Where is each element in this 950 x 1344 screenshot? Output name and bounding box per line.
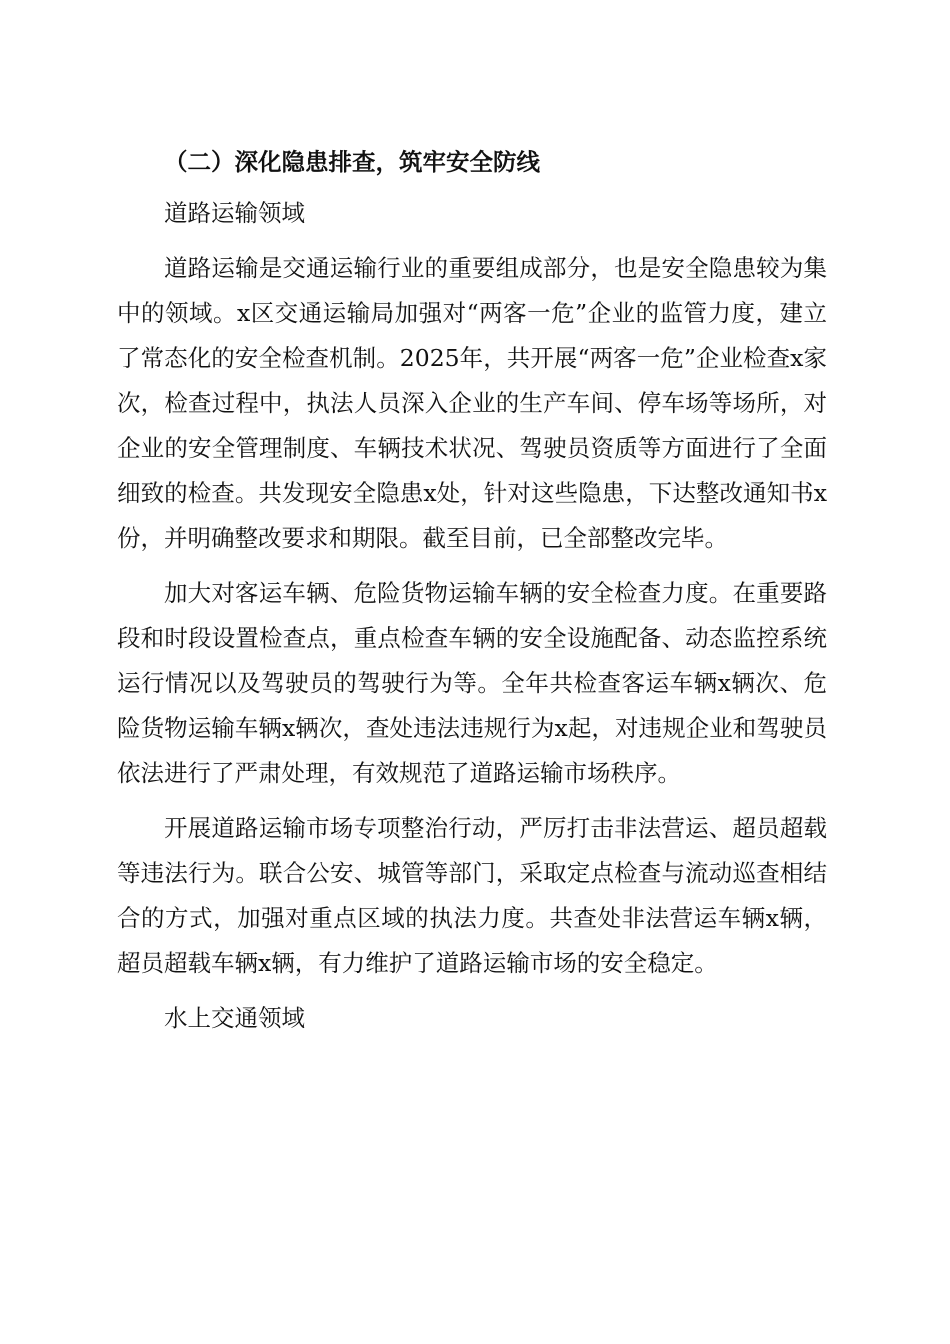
paragraph-market-rectification: 开展道路运输市场专项整治行动，严厉打击非法营运、超员超载等违法行为。联合公安、城管等部门，采取定点检查与流动巡查相结合的方式，加强对重点区域的执法力度。共查处非法营运车辆x辆，超员超载车辆x辆，有力维护了道路运输市场的安全稳定。 <box>117 814 827 977</box>
paragraph-road-overview: 道路运输是交通运输行业的重要组成部分，也是安全隐患较为集中的领域。x区交通运输局加强对“两客一危”企业的监管力度，建立了常态化的安全检查机制。2025年，共开展“两客一危”企业检查x家次，检查过程中，执法人员深入企业的生产车间、停车场等场所，对企业的安全管理制度、车辆技术状况、驾驶员资质等方面进行了全面细致的检查。共发现安全隐患x处，针对这些隐患，下达整改通知书x份，并明确整改要求和期限。截至目前，已全部整改完毕。 <box>117 254 827 552</box>
document-body <box>117 140 827 1051</box>
subheading-road-transport: 道路运输领域 <box>164 199 305 227</box>
subheading-water-transport: 水上交通领域 <box>164 1004 305 1032</box>
paragraph-vehicle-inspection: 加大对客运车辆、危险货物运输车辆的安全检查力度。在重要路段和时段设置检查点，重点检查车辆的安全设施配备、动态监控系统运行情况以及驾驶员的驾驶行为等。全年共检查客运车辆x辆次、危险货物运输车辆x辆次，查处违法违规行为x起，对违规企业和驾驶员依法进行了严肃处理，有效规范了道路运输市场秩序。 <box>117 579 827 787</box>
section-heading: （二）深化隐患排查，筑牢安全防线 <box>164 148 540 176</box>
